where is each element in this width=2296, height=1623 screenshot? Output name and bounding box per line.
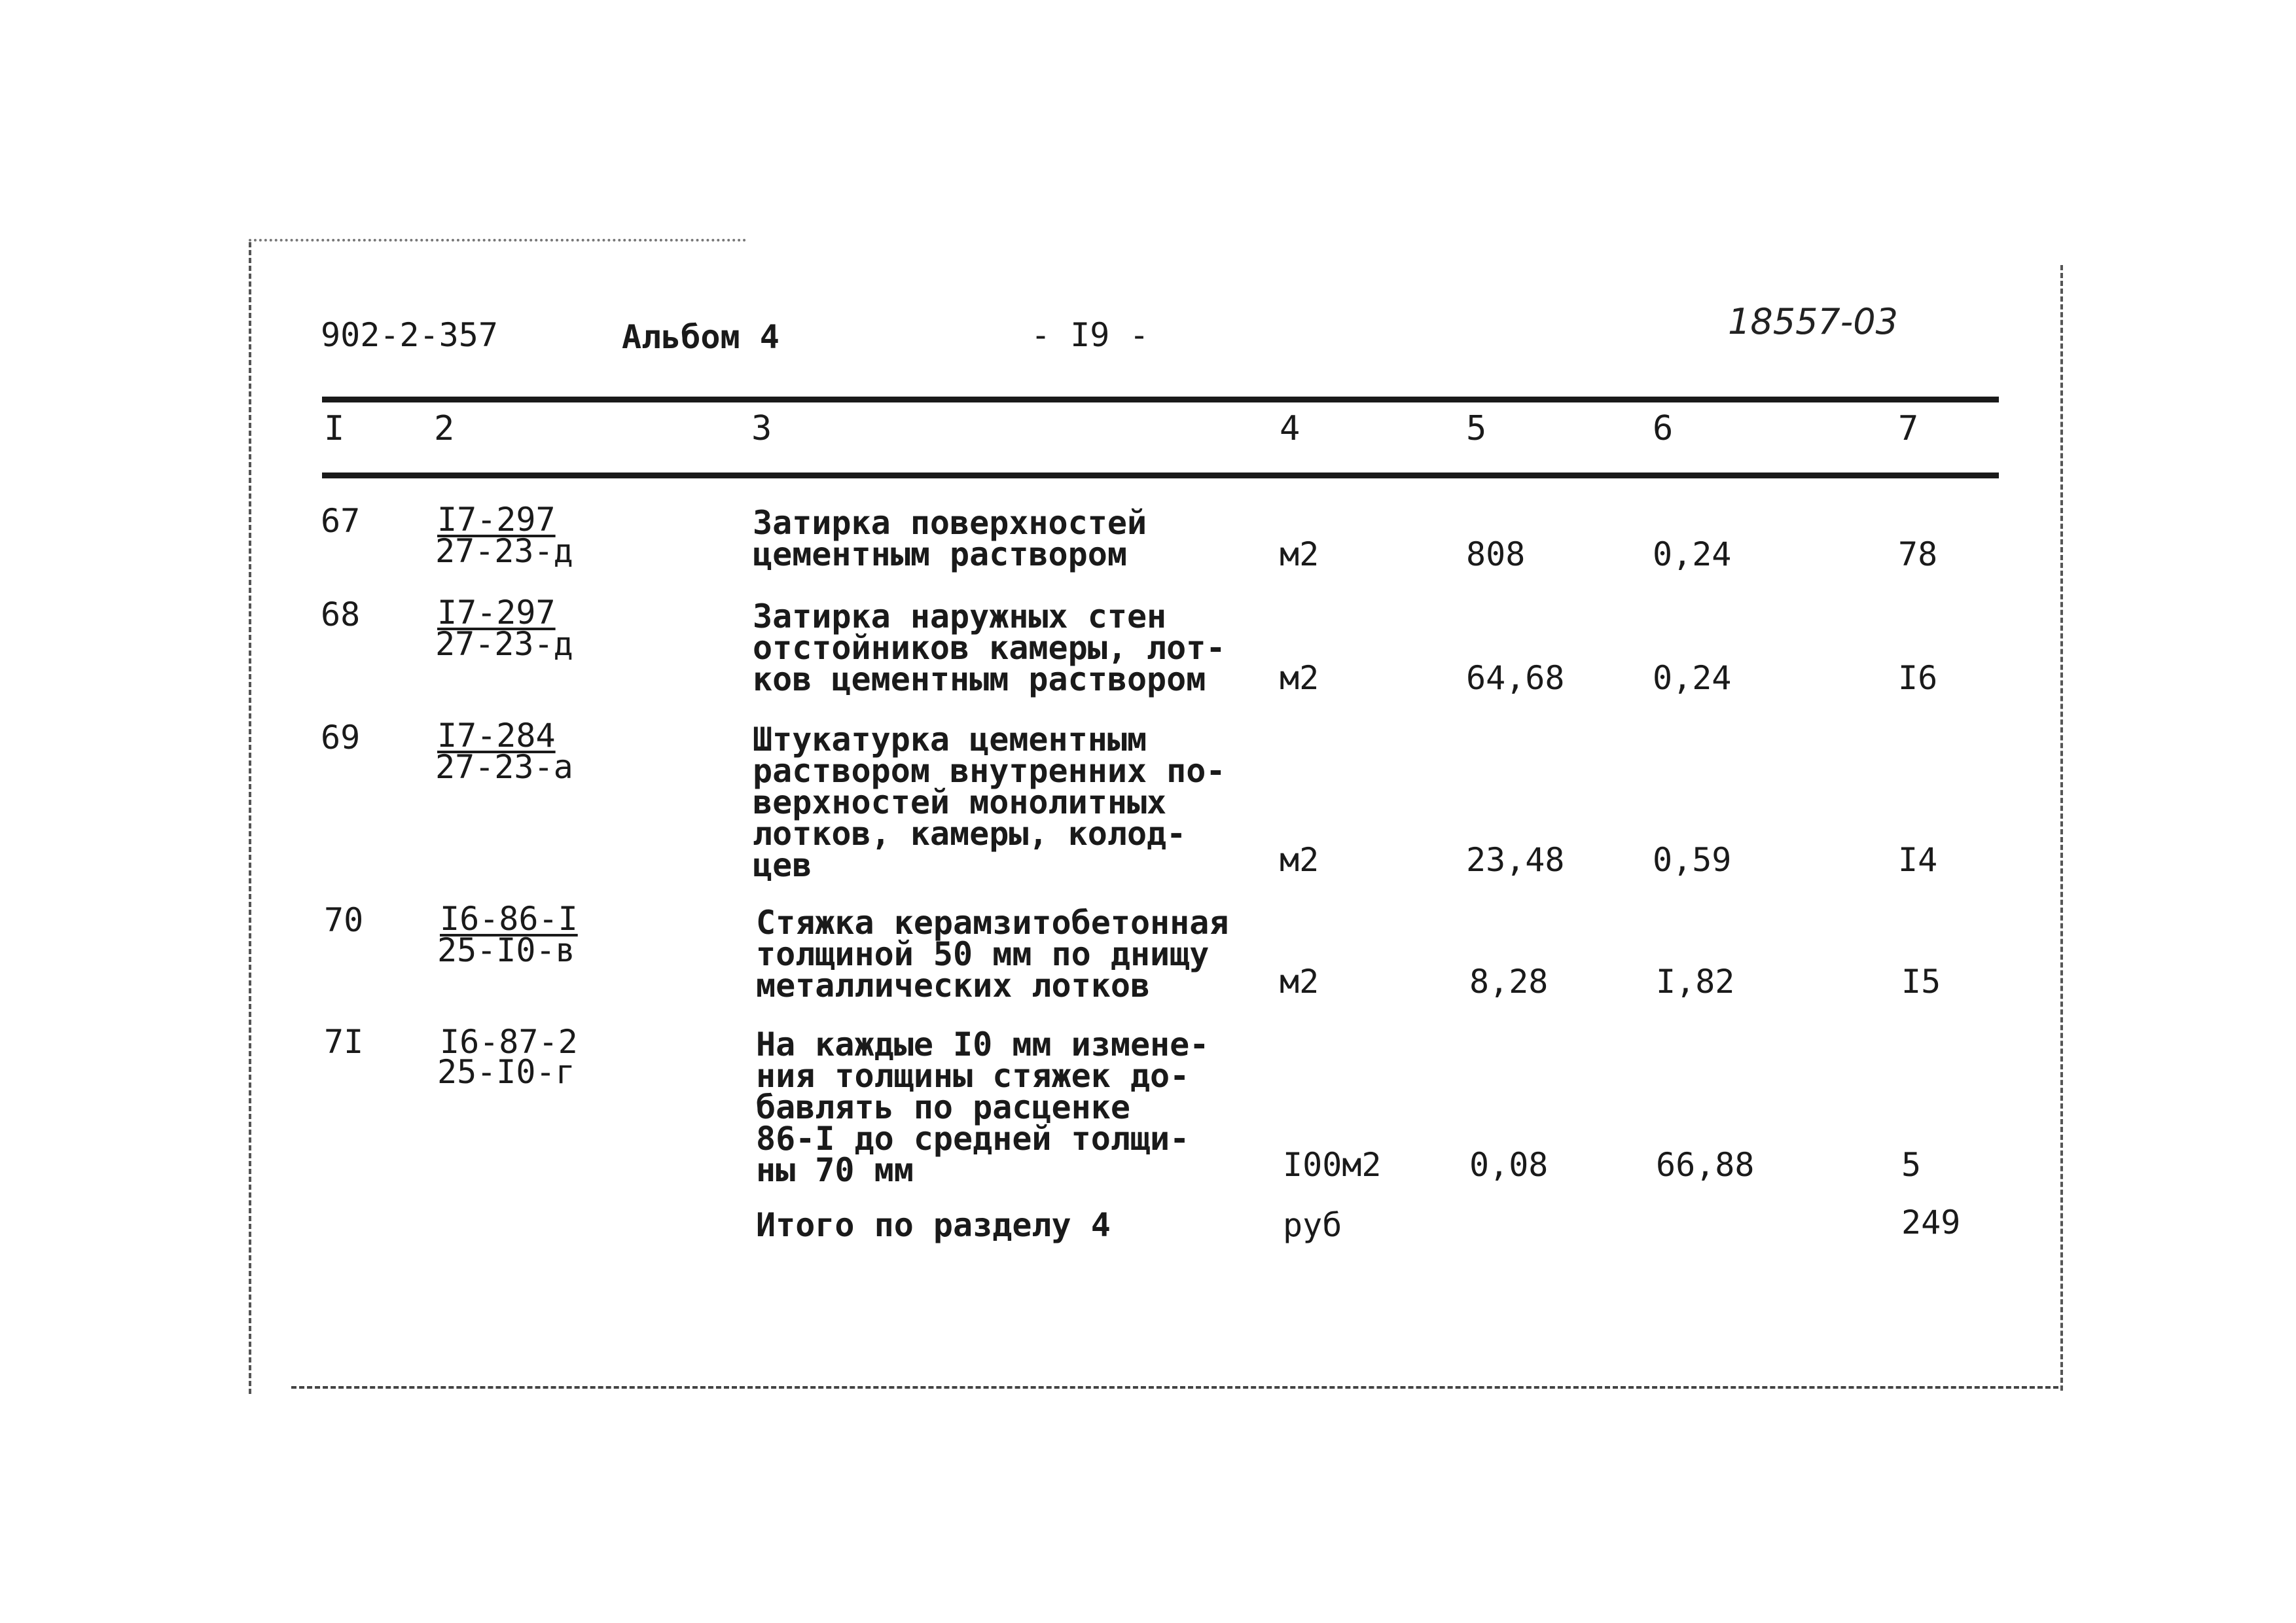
frame-right-line bbox=[2060, 265, 2063, 1391]
column-header-6: 6 bbox=[1653, 409, 1674, 448]
rate-code-top: I6-86-I bbox=[440, 900, 578, 938]
unit-cell: I00м2 bbox=[1283, 1146, 1382, 1184]
album-label: Альбом 4 bbox=[622, 318, 780, 356]
rate-code-bottom: 27-23-д bbox=[435, 532, 573, 570]
frame-top-line bbox=[249, 239, 746, 241]
rate-code-bottom: 27-23-а bbox=[435, 748, 573, 786]
quantity-cell: 0,08 bbox=[1469, 1146, 1549, 1184]
unit-price-cell: 0,24 bbox=[1653, 535, 1732, 573]
quantity-cell: 8,28 bbox=[1469, 963, 1549, 1001]
total-cell: I5 bbox=[1901, 963, 1941, 1001]
unit-cell: м2 bbox=[1280, 659, 1319, 697]
unit-price-cell: 66,88 bbox=[1656, 1146, 1755, 1184]
work-description: Стяжка керамзитобетонная толщиной 50 мм по днищу металлических лотков bbox=[756, 904, 1229, 1005]
document-code: 902-2-357 bbox=[321, 316, 498, 354]
table-top-rule bbox=[322, 397, 1999, 402]
table-header-rule bbox=[322, 473, 1999, 478]
column-header-4: 4 bbox=[1280, 409, 1300, 448]
frame-bottom-line bbox=[291, 1386, 2058, 1389]
rate-code-top: I7-284 bbox=[437, 717, 556, 755]
rate-code-top: I7-297 bbox=[437, 501, 556, 539]
row-number: 7I bbox=[324, 1023, 364, 1061]
section-total-label: Итого по разделу 4 bbox=[756, 1206, 1111, 1244]
quantity-cell: 64,68 bbox=[1466, 659, 1565, 697]
section-total-unit: руб bbox=[1283, 1206, 1342, 1244]
rate-code-top: I6-87-2 bbox=[440, 1023, 578, 1061]
row-number: 69 bbox=[321, 719, 361, 757]
unit-price-cell: 0,59 bbox=[1653, 841, 1732, 879]
rate-code-bottom: 27-23-д bbox=[435, 625, 573, 663]
row-number: 70 bbox=[324, 901, 364, 939]
unit-cell: м2 bbox=[1280, 535, 1319, 573]
frame-left-line bbox=[249, 242, 251, 1394]
section-total-value: 249 bbox=[1901, 1204, 1961, 1241]
unit-cell: м2 bbox=[1280, 841, 1319, 879]
rate-code-top: I7-297 bbox=[437, 594, 556, 632]
rate-code-bottom: 25-I0-в bbox=[437, 931, 575, 969]
unit-cell: м2 bbox=[1280, 963, 1319, 1001]
row-number: 67 bbox=[321, 502, 361, 540]
work-description: На каждые I0 мм измене- ния толщины стяжек до- бавлять по расценке 86-I до средней толщи- ны 70 мм bbox=[756, 1026, 1210, 1189]
unit-price-cell: 0,24 bbox=[1653, 659, 1732, 697]
rate-code-bottom: 25-I0-г bbox=[437, 1053, 575, 1091]
total-cell: I6 bbox=[1898, 659, 1938, 697]
column-header-1: I bbox=[324, 409, 345, 448]
page-number: - I9 - bbox=[1031, 316, 1149, 354]
total-cell: I4 bbox=[1898, 841, 1938, 879]
work-description: Затирка поверхностей цементным раствором bbox=[753, 504, 1147, 573]
quantity-cell: 23,48 bbox=[1466, 841, 1565, 879]
row-number: 68 bbox=[321, 596, 361, 633]
quantity-cell: 808 bbox=[1466, 535, 1526, 573]
column-header-2: 2 bbox=[434, 409, 455, 448]
column-header-7: 7 bbox=[1898, 409, 1919, 448]
work-description: Затирка наружных стен отстойников камеры, лот- ков цементным раствором bbox=[753, 597, 1226, 698]
work-description: Штукатурка цементным раствором внутренних по- верхностей монолитных лотков, камеры, колод- цев bbox=[753, 721, 1226, 884]
total-cell: 78 bbox=[1898, 535, 1938, 573]
column-header-5: 5 bbox=[1466, 409, 1487, 448]
unit-price-cell: I,82 bbox=[1656, 963, 1735, 1001]
inventory-number: 18557-03 bbox=[1728, 301, 1898, 342]
column-header-3: 3 bbox=[751, 409, 772, 448]
total-cell: 5 bbox=[1901, 1146, 1922, 1184]
